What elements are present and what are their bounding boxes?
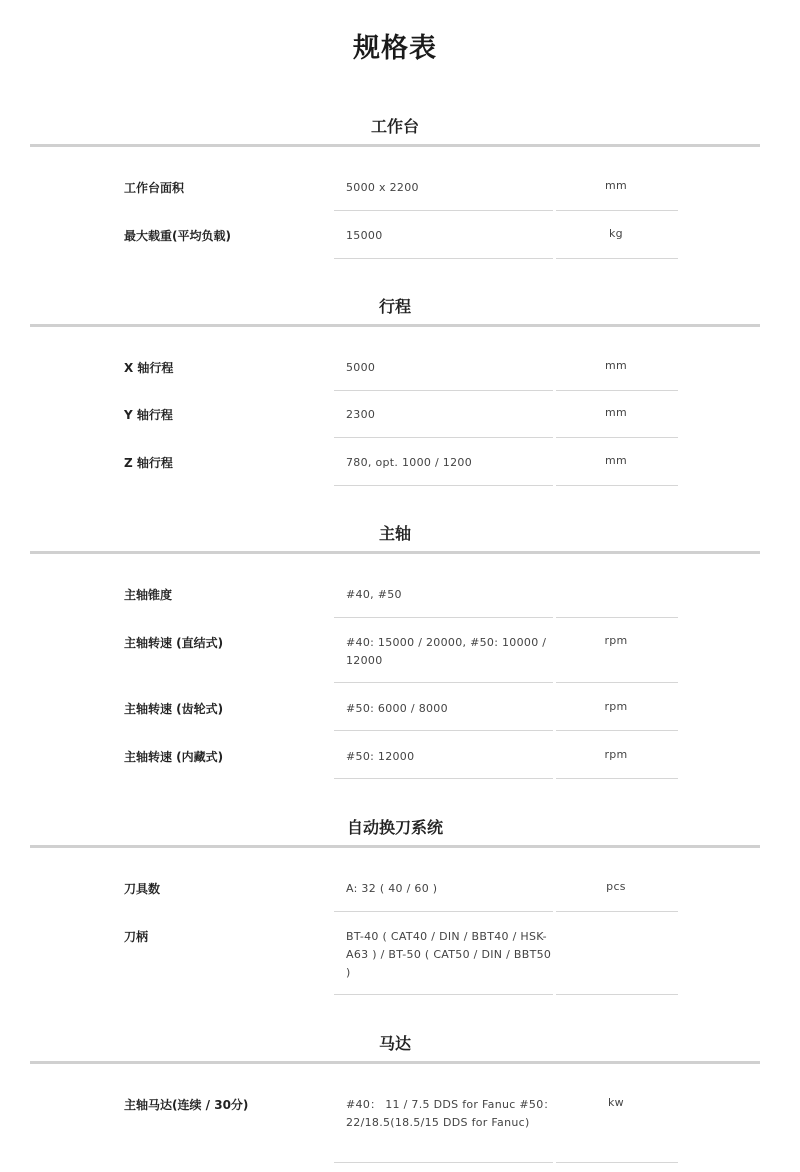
spec-unit: mm [604, 359, 628, 372]
spec-value: #50: 6000 / 8000 [346, 702, 448, 715]
spec-value: #40: 15000 / 20000, #50: 10000 / 12000 [346, 636, 547, 667]
spec-label: 主轴转速 (直结式) [124, 636, 224, 650]
spec-value: BT-40 ( CAT40 / DIN / BBT40 / HSK-A63 ) / BT-50 ( CAT50 / DIN / BBT50 ) [346, 930, 552, 979]
section-title: 自动换刀系统 [346, 818, 443, 837]
spec-value: #40, #50 [346, 588, 402, 601]
spec-label: 主轴转速 (齿轮式) [124, 702, 224, 716]
spec-unit: pcs [606, 880, 626, 893]
spec-value: 5000 [346, 361, 376, 374]
spec-label: X 轴行程 [124, 361, 174, 375]
spec-label: 刀具数 [124, 882, 161, 896]
spec-label: 主轴马达(连续 / 30分) [124, 1098, 249, 1112]
spec-label: 工作台面积 [124, 181, 185, 195]
spec-unit: rpm [604, 634, 628, 647]
section-title: 工作台 [370, 117, 419, 136]
section-travel [30, 296, 760, 470]
spec-value: 2300 [346, 408, 376, 421]
section-divider [30, 551, 760, 554]
spec-unit: mm [604, 179, 628, 192]
spec-unit: rpm [604, 748, 628, 761]
section-spindle [30, 523, 760, 764]
spec-value: 5000 x 2200 [346, 181, 419, 194]
section-atc [30, 817, 760, 979]
page-title: 规格表 [353, 33, 437, 64]
spec-unit: rpm [604, 700, 628, 713]
section-divider [30, 845, 760, 848]
spec-label: 主轴转速 (内藏式) [124, 750, 224, 764]
section-title: 主轴 [378, 524, 411, 543]
spec-unit: mm [604, 406, 628, 419]
spec-value: 15000 [346, 229, 383, 242]
section-worktable [30, 116, 760, 243]
section-divider [30, 144, 760, 147]
section-title: 马达 [378, 1034, 411, 1053]
spec-value: 780, opt. 1000 / 1200 [346, 456, 472, 469]
spec-unit: mm [604, 454, 628, 467]
section-motor [30, 1033, 760, 1129]
section-divider [30, 324, 760, 327]
spec-label: 主轴锥度 [124, 588, 173, 602]
spec-label: Z 轴行程 [124, 456, 173, 470]
spec-label: 最大载重(平均负载) [124, 229, 231, 243]
spec-unit: kg [609, 227, 623, 240]
spec-label: 刀柄 [124, 930, 149, 944]
spec-value: A: 32 ( 40 / 60 ) [346, 882, 438, 895]
spec-unit: kw [608, 1096, 624, 1109]
section-title: 行程 [378, 297, 411, 316]
section-divider [30, 1061, 760, 1064]
spec-value: #50: 12000 [346, 750, 415, 763]
spec-label: Y 轴行程 [124, 408, 173, 422]
spec-value: #40： 11 / 7.5 DDS for Fanuc #50： 22/18.5(18.5/15 DDS for Fanuc) [346, 1098, 555, 1129]
